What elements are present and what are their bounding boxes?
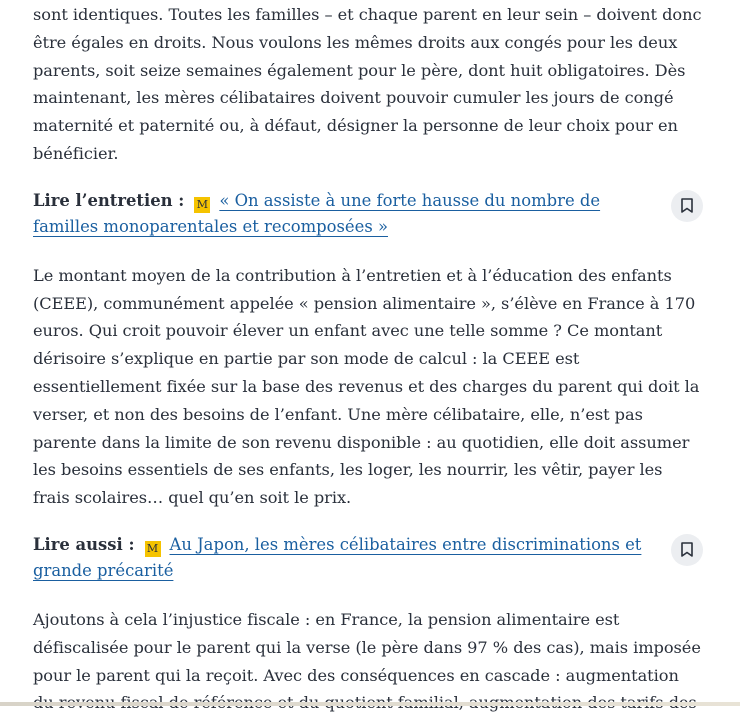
le-monde-m-icon: M [145, 541, 161, 557]
related-article-2[interactable] [33, 532, 703, 584]
related-article-text [33, 532, 653, 584]
article-body [33, 0, 703, 717]
related-label: Lire l’entretien : [33, 190, 185, 210]
related-label: Lire aussi : [33, 534, 135, 554]
bookmark-icon [681, 198, 693, 213]
article-paragraph: Ajoutons à cela l’injustice fiscale : en France, la pension alimentaire est défiscalisée pour le parent qui la verse (le père dans 97 % des cas), mais imposée pour le parent qui la reçoit. Avec des conséquences en cascade : augmentation [33, 609, 701, 685]
related-article-link[interactable]: Au Japon, les mères célibataires entre discriminations et grande précarité [33, 534, 642, 580]
bookmark-button[interactable] [671, 534, 703, 566]
bookmark-button[interactable] [671, 190, 703, 222]
le-monde-m-icon: M [194, 197, 210, 213]
bookmark-icon [681, 542, 693, 557]
related-article-1[interactable] [33, 188, 703, 240]
related-article-link[interactable]: « On assiste à une forte hausse du nombre de familles monoparentales et recomposées » [33, 190, 601, 236]
article-paragraph: Le montant moyen de la contribution à l’entretien et à l’éducation des enfants (CEEE), communément appelée « pension alimentaire », s’élève en France à 170 euros. Qui croit pouvoir élever un enfant avec une telle somme ? Ce montant dérisoire s’explique en partie par son mode de calcul : la CEEE est essentiellement fixée sur la base des revenus et des charges du parent qui doit la verser, et non des besoins de l’enfant. Une mère célibataire, elle, n’est pas parente dans la limite de son revenu disponible : au quotidien, elle doit assumer les besoins essentiels de ses enfants, les loger, les nourrir, les vêtir, payer les frais scolaires… quel qu’en soit le prix. [33, 265, 700, 508]
article-paragraph: sont identiques. Toutes les familles – et chaque parent en leur sein – doivent donc être égales en droits. Nous voulons les mêmes droits aux congés pour les deux parents, soit seize semaines également pour le père, dont huit obligatoires. Dès maintenant, les mères célibataires doivent pouvoir cumuler les jours de congé maternité et paternité ou, à défaut, désigner la personne de leur choix pour en bénéficier. [33, 5, 702, 163]
bottom-edge [0, 702, 740, 706]
related-article-text [33, 188, 653, 240]
